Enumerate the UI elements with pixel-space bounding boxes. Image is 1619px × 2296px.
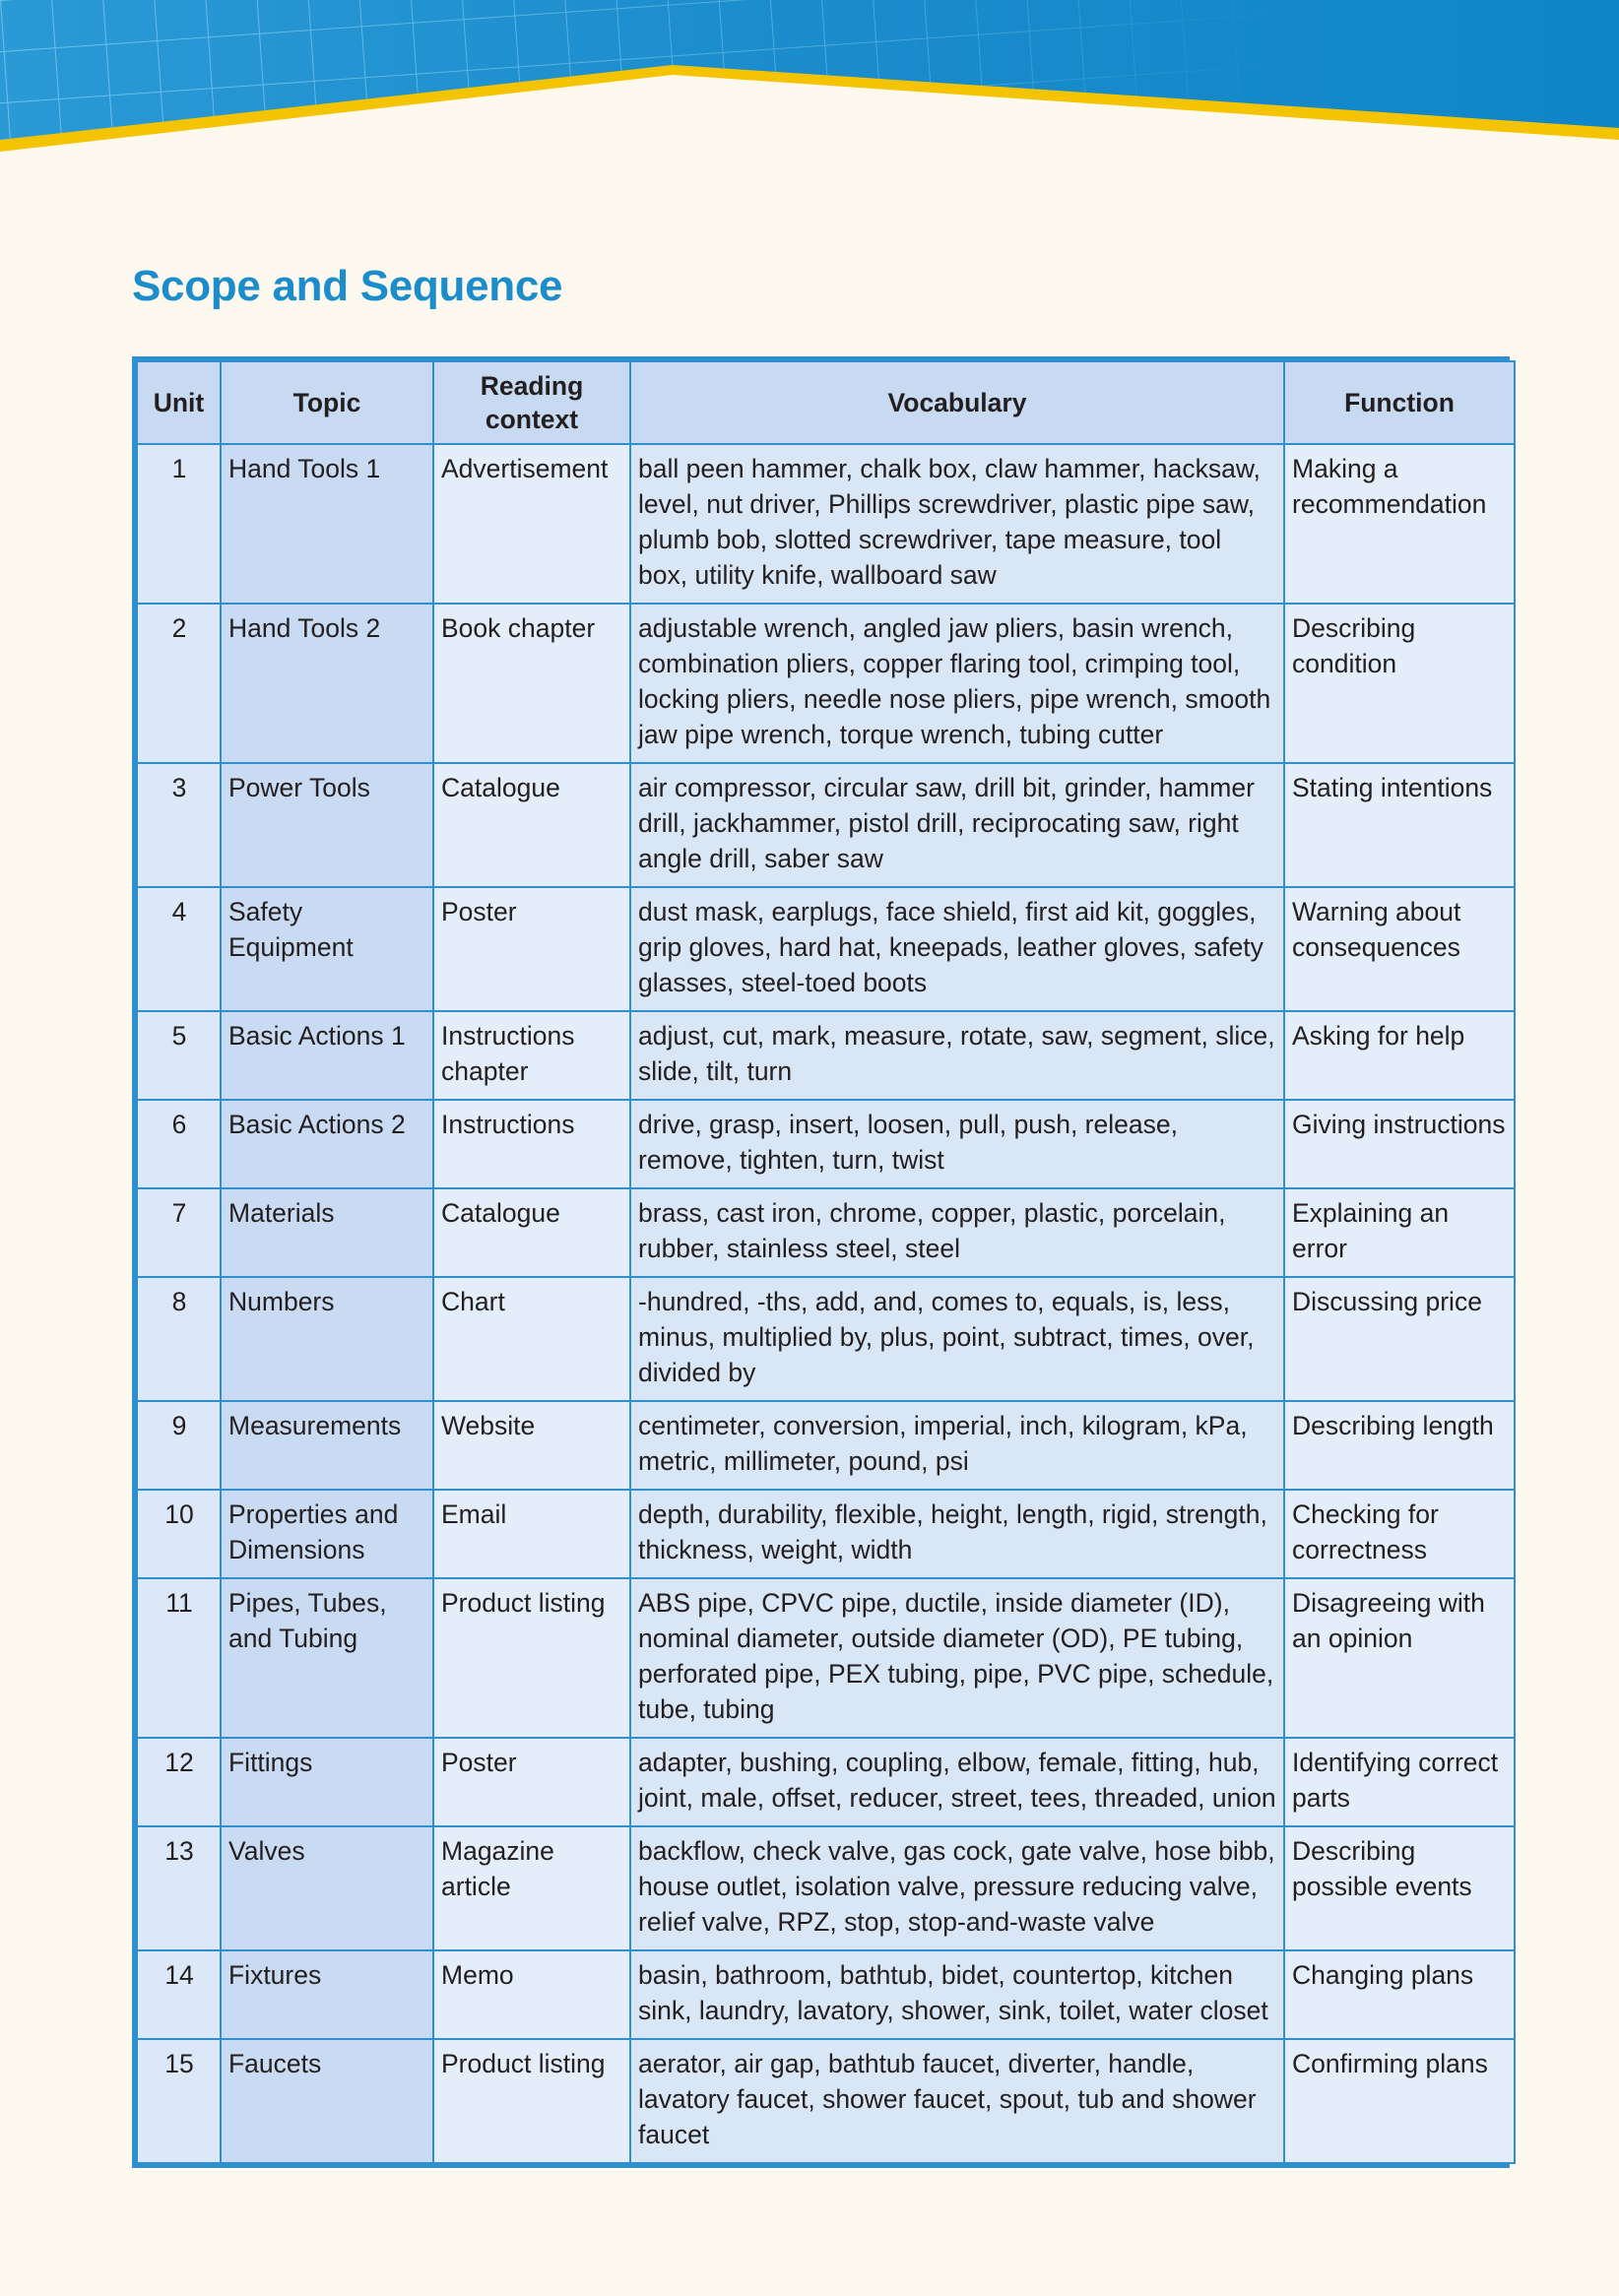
vocabulary-cell: ABS pipe, CPVC pipe, ductile, inside diameter (ID), nominal diameter, outside diameter (OD), PE tubing, perforated pipe, PEX tubing, pipe, PVC pipe, schedule, tube, tubing bbox=[630, 1578, 1284, 1738]
unit-cell: 7 bbox=[137, 1188, 221, 1277]
reading-context-cell: Catalogue bbox=[433, 763, 630, 887]
table-row bbox=[137, 444, 1515, 604]
topic-cell: Fixtures bbox=[221, 1950, 433, 2039]
function-cell: Checking for correctness bbox=[1284, 1490, 1515, 1578]
header-vocabulary: Vocabulary bbox=[630, 361, 1284, 444]
reading-context-cell: Advertisement bbox=[433, 444, 630, 604]
reading-context-cell: Instructions bbox=[433, 1100, 630, 1188]
header-reading-context: Reading context bbox=[433, 361, 630, 444]
reading-context-cell: Catalogue bbox=[433, 1188, 630, 1277]
reading-context-cell: Email bbox=[433, 1490, 630, 1578]
table-body bbox=[137, 444, 1515, 2163]
unit-cell: 14 bbox=[137, 1950, 221, 2039]
reading-context-cell: Poster bbox=[433, 1738, 630, 1826]
table-row bbox=[137, 1100, 1515, 1188]
vocabulary-cell: adapter, bushing, coupling, elbow, female, fitting, hub, joint, male, offset, reducer, street, tees, threaded, union bbox=[630, 1738, 1284, 1826]
function-cell: Describing length bbox=[1284, 1401, 1515, 1490]
function-cell: Warning about consequences bbox=[1284, 887, 1515, 1011]
unit-cell: 15 bbox=[137, 2039, 221, 2163]
unit-cell: 6 bbox=[137, 1100, 221, 1188]
function-cell: Explaining an error bbox=[1284, 1188, 1515, 1277]
reading-context-cell: Memo bbox=[433, 1950, 630, 2039]
unit-cell: 4 bbox=[137, 887, 221, 1011]
topic-cell: Basic Actions 1 bbox=[221, 1011, 433, 1100]
table-header-row bbox=[137, 361, 1515, 444]
vocabulary-cell: dust mask, earplugs, face shield, first aid kit, goggles, grip gloves, hard hat, kneepads, leather gloves, safety glasses, steel-toed boots bbox=[630, 887, 1284, 1011]
unit-cell: 12 bbox=[137, 1738, 221, 1826]
function-cell: Confirming plans bbox=[1284, 2039, 1515, 2163]
vocabulary-cell: brass, cast iron, chrome, copper, plastic, porcelain, rubber, stainless steel, steel bbox=[630, 1188, 1284, 1277]
table-row bbox=[137, 887, 1515, 1011]
function-cell: Stating intentions bbox=[1284, 763, 1515, 887]
vocabulary-cell: backflow, check valve, gas cock, gate valve, hose bibb, house outlet, isolation valve, pressure reducing valve, relief valve, RPZ, stop, stop-and-waste valve bbox=[630, 1826, 1284, 1950]
topic-cell: Properties and Dimensions bbox=[221, 1490, 433, 1578]
reading-context-cell: Magazine article bbox=[433, 1826, 630, 1950]
function-cell: Asking for help bbox=[1284, 1011, 1515, 1100]
reading-context-cell: Instructions chapter bbox=[433, 1011, 630, 1100]
scope-table bbox=[136, 360, 1516, 2164]
reading-context-cell: Product listing bbox=[433, 2039, 630, 2163]
topic-cell: Materials bbox=[221, 1188, 433, 1277]
function-cell: Discussing price bbox=[1284, 1277, 1515, 1401]
topic-cell: Faucets bbox=[221, 2039, 433, 2163]
topic-cell: Pipes, Tubes, and Tubing bbox=[221, 1578, 433, 1738]
topic-cell: Safety Equipment bbox=[221, 887, 433, 1011]
topic-cell: Numbers bbox=[221, 1277, 433, 1401]
topic-cell: Hand Tools 2 bbox=[221, 604, 433, 763]
table-row bbox=[137, 1277, 1515, 1401]
function-cell: Making a recommendation bbox=[1284, 444, 1515, 604]
topic-cell: Measurements bbox=[221, 1401, 433, 1490]
unit-cell: 2 bbox=[137, 604, 221, 763]
unit-cell: 11 bbox=[137, 1578, 221, 1738]
vocabulary-cell: depth, durability, flexible, height, length, rigid, strength, thickness, weight, width bbox=[630, 1490, 1284, 1578]
header-function: Function bbox=[1284, 361, 1515, 444]
header-topic: Topic bbox=[221, 361, 433, 444]
vocabulary-cell: centimeter, conversion, imperial, inch, kilogram, kPa, metric, millimeter, pound, psi bbox=[630, 1401, 1284, 1490]
unit-cell: 10 bbox=[137, 1490, 221, 1578]
table-row bbox=[137, 1826, 1515, 1950]
unit-cell: 8 bbox=[137, 1277, 221, 1401]
reading-context-cell: Website bbox=[433, 1401, 630, 1490]
topic-cell: Basic Actions 2 bbox=[221, 1100, 433, 1188]
reading-context-cell: Chart bbox=[433, 1277, 630, 1401]
topic-cell: Power Tools bbox=[221, 763, 433, 887]
table-row bbox=[137, 763, 1515, 887]
unit-cell: 5 bbox=[137, 1011, 221, 1100]
table-row bbox=[137, 604, 1515, 763]
function-cell: Changing plans bbox=[1284, 1950, 1515, 2039]
function-cell: Describing condition bbox=[1284, 604, 1515, 763]
topic-cell: Hand Tools 1 bbox=[221, 444, 433, 604]
vocabulary-cell: basin, bathroom, bathtub, bidet, countertop, kitchen sink, laundry, lavatory, shower, sink, toilet, water closet bbox=[630, 1950, 1284, 2039]
unit-cell: 9 bbox=[137, 1401, 221, 1490]
table-row bbox=[137, 1738, 1515, 1826]
table-row bbox=[137, 1490, 1515, 1578]
function-cell: Giving instructions bbox=[1284, 1100, 1515, 1188]
vocabulary-cell: aerator, air gap, bathtub faucet, diverter, handle, lavatory faucet, shower faucet, spout, tub and shower faucet bbox=[630, 2039, 1284, 2163]
table-row bbox=[137, 1401, 1515, 1490]
table-row bbox=[137, 1011, 1515, 1100]
function-cell: Identifying correct parts bbox=[1284, 1738, 1515, 1826]
vocabulary-cell: drive, grasp, insert, loosen, pull, push, release, remove, tighten, turn, twist bbox=[630, 1100, 1284, 1188]
scope-sequence-table bbox=[132, 356, 1510, 2168]
topic-cell: Valves bbox=[221, 1826, 433, 1950]
unit-cell: 13 bbox=[137, 1826, 221, 1950]
table-row bbox=[137, 1188, 1515, 1277]
reading-context-cell: Product listing bbox=[433, 1578, 630, 1738]
topic-cell: Fittings bbox=[221, 1738, 433, 1826]
reading-context-cell: Book chapter bbox=[433, 604, 630, 763]
function-cell: Describing possible events bbox=[1284, 1826, 1515, 1950]
page-title: Scope and Sequence bbox=[132, 262, 563, 310]
vocabulary-cell: adjust, cut, mark, measure, rotate, saw, segment, slice, slide, tilt, turn bbox=[630, 1011, 1284, 1100]
vocabulary-cell: ball peen hammer, chalk box, claw hammer, hacksaw, level, nut driver, Phillips screwdriver, plastic pipe saw, plumb bob, slotted screwdriver, tape measure, tool box, utility knife, wallboard saw bbox=[630, 444, 1284, 604]
unit-cell: 1 bbox=[137, 444, 221, 604]
reading-context-cell: Poster bbox=[433, 887, 630, 1011]
header-banner bbox=[0, 0, 1619, 172]
vocabulary-cell: adjustable wrench, angled jaw pliers, basin wrench, combination pliers, copper flaring tool, crimping tool, locking pliers, needle nose pliers, pipe wrench, smooth jaw pipe wrench, torque wrench, tubing cutter bbox=[630, 604, 1284, 763]
table-row bbox=[137, 1950, 1515, 2039]
function-cell: Disagreeing with an opinion bbox=[1284, 1578, 1515, 1738]
header-unit: Unit bbox=[137, 361, 221, 444]
vocabulary-cell: -hundred, -ths, add, and, comes to, equals, is, less, minus, multiplied by, plus, point, subtract, times, over, divided by bbox=[630, 1277, 1284, 1401]
table-row bbox=[137, 2039, 1515, 2163]
unit-cell: 3 bbox=[137, 763, 221, 887]
vocabulary-cell: air compressor, circular saw, drill bit, grinder, hammer drill, jackhammer, pistol drill, reciprocating saw, right angle drill, saber saw bbox=[630, 763, 1284, 887]
table-row bbox=[137, 1578, 1515, 1738]
